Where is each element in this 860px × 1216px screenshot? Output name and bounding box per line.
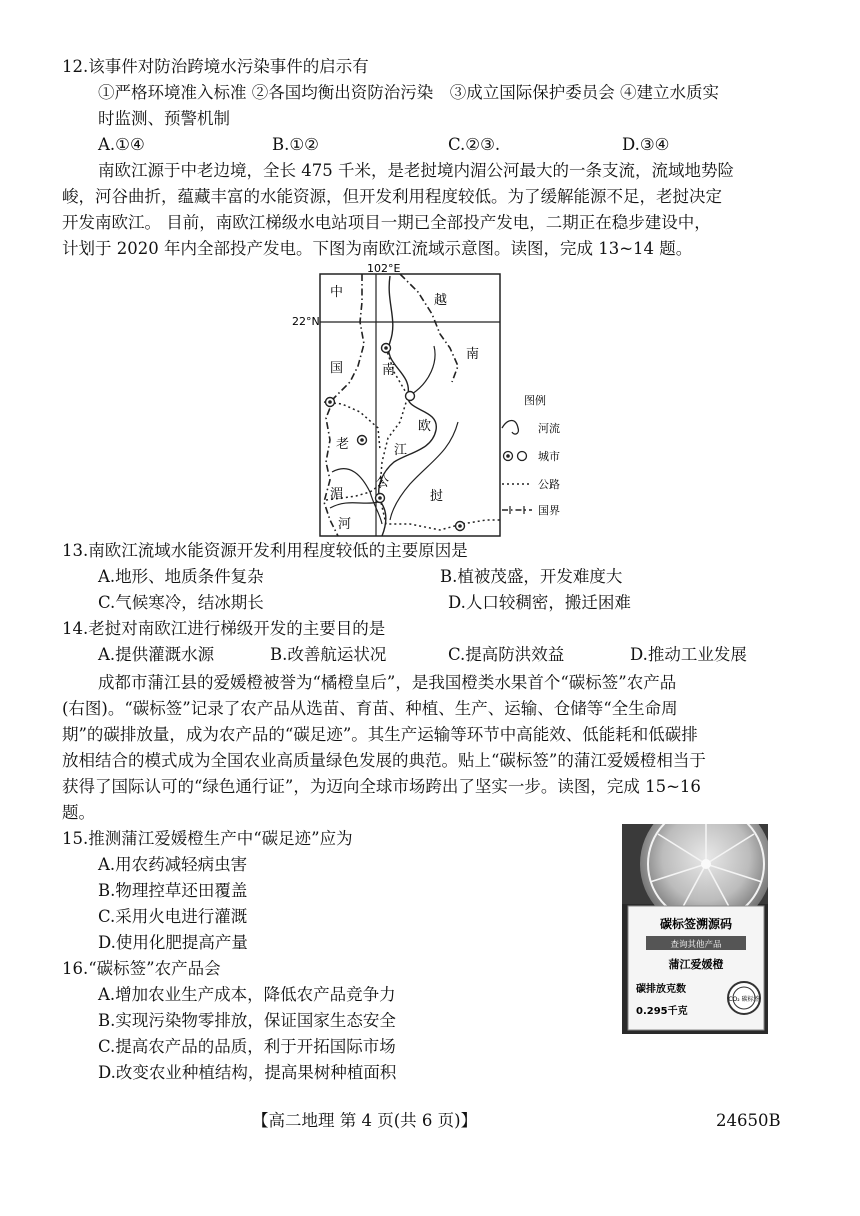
legend-city-icon	[504, 452, 527, 461]
city-icon	[326, 398, 335, 407]
passage1-line: 开发南欧江。 目前，南欧江梯级水电站项目一期已全部投产发电，二期正在稳步建设中，	[62, 213, 711, 232]
co2-badge-icon	[728, 982, 760, 1014]
legend-city: 城市	[538, 450, 560, 463]
q15-stem: 15.推测蒲江爱媛橙生产中“碳足迹”应为	[62, 829, 353, 848]
passage2-line: 成都市蒲江县的爱媛橙被誉为“橘橙皇后”，是我国橙类水果首个“碳标签”农产品	[98, 673, 677, 692]
photo-query: 查询其他产品	[670, 940, 722, 950]
q16-option-b: B.实现污染物零排放，保证国家生态安全	[98, 1011, 396, 1030]
legend-border-icon	[502, 506, 532, 514]
passage1-line: 南欧江源于中老边境，全长 475 千米，是老挝境内湄公河最大的一条支流，流域地势险	[98, 161, 734, 180]
q13-option-d: D.人口较稠密，搬迁困难	[448, 593, 631, 612]
map-lon-label: 102°E	[367, 262, 401, 275]
city-icon	[406, 392, 415, 401]
map-label-river-3: 江	[394, 443, 408, 458]
legend-river: 河流	[538, 422, 560, 435]
q14-option-b: B.改善航运状况	[270, 645, 387, 664]
passage2-line: 题。	[62, 803, 95, 822]
q16-option-c: C.提高农产品的品质，利于开拓国际市场	[98, 1037, 396, 1056]
q12-option-c: C.②③.	[448, 135, 501, 154]
map-label-mekong-3: 河	[338, 517, 352, 532]
q13-stem: 13.南欧江流域水能资源开发利用程度较低的主要原因是	[62, 541, 468, 560]
passage1-line: 计划于 2020 年内全部投产发电。下图为南欧江流域示意图。读图，完成 13~14 题。	[62, 239, 693, 258]
photo-emission-label: 碳排放克数	[636, 984, 686, 995]
city-icon	[382, 344, 391, 353]
passage2-line: 获得了国际认可的“绿色通行证”，为迈向全球市场跨出了坚实一步。读图，完成 15~16	[62, 777, 701, 796]
q12-option-d: D.③④	[622, 135, 670, 154]
nanou-river-map	[290, 262, 580, 540]
map-label-china-1: 中	[330, 285, 344, 300]
legend-title: 图例	[524, 394, 546, 407]
passage1-line: 峻，河谷曲折，蕴藏丰富的水能资源，但开发利用程度较低。为了缓解能源不足，老挝决定	[62, 187, 722, 206]
q12-option-b: B.①②	[272, 135, 319, 154]
q15-option-b: B.物理控草还田覆盖	[98, 881, 248, 900]
map-label-river-2: 欧	[418, 419, 432, 434]
q16-stem: 16.“碳标签”农产品会	[62, 959, 221, 978]
q16-option-a: A.增加农业生产成本，降低农产品竞争力	[98, 985, 396, 1004]
passage2-line: 期”的碳排放量，成为农产品的“碳足迹”。其生产运输等环节中高能效、低能耗和低碳排	[62, 725, 698, 744]
passage2-line: (右图)。“碳标签”记录了农产品从选苗、育苗、种植、生产、运输、仓储等“全生命周	[62, 699, 678, 718]
q16-option-d: D.改变农业种植结构，提高果树种植面积	[98, 1063, 397, 1082]
photo-product: 蒲江爱媛橙	[668, 958, 724, 971]
legend-river-icon	[502, 421, 518, 435]
legend-border: 国界	[538, 504, 560, 517]
q12-option-a: A.①④	[98, 135, 145, 154]
q13-option-b: B.植被茂盛，开发难度大	[440, 567, 623, 586]
map-label-laos-2: 挝	[430, 489, 444, 504]
q12-stem: 12.该事件对防治跨境水污染事件的启示有	[62, 57, 369, 76]
city-icon	[376, 494, 385, 503]
legend-highway: 公路	[538, 478, 560, 491]
passage2-line: 放相结合的模式成为全国农业高质量绿色发展的典范。贴上“碳标签”的蒲江爱媛橙相当于	[62, 751, 706, 770]
carbon-label-photo	[622, 824, 768, 1034]
q13-option-c: C.气候寒冷，结冰期长	[98, 593, 264, 612]
map-label-mekong-1: 湄	[330, 487, 344, 502]
map-label-river-1: 南	[382, 363, 396, 378]
q14-option-a: A.提供灌溉水源	[98, 645, 215, 664]
photo-title: 碳标签溯源码	[659, 917, 733, 931]
map-label-vietnam-2: 南	[466, 347, 480, 362]
map-label-vietnam-1: 越	[434, 293, 448, 308]
q15-option-a: A.用农药减轻病虫害	[98, 855, 248, 874]
map-lat-label: 22°N	[292, 315, 320, 328]
q14-option-c: C.提高防洪效益	[448, 645, 565, 664]
map-label-china-2: 国	[330, 361, 344, 376]
q14-stem: 14.老挝对南欧江进行梯级开发的主要目的是	[62, 619, 386, 638]
q12-items-line2: 时监测、预警机制	[98, 109, 230, 128]
co2-badge-text: CO₂ 碳标签	[728, 996, 760, 1003]
q15-option-d: D.使用化肥提高产量	[98, 933, 248, 952]
city-icon	[358, 436, 367, 445]
q15-option-c: C.采用火电进行灌溉	[98, 907, 248, 926]
map-label-mekong-2: 公	[376, 475, 390, 490]
map-label-laos-1: 老	[336, 437, 350, 452]
photo-emission-value: 0.295千克	[636, 1006, 688, 1017]
city-icon	[456, 522, 465, 531]
page-footer: 【高二地理 第 4 页(共 6 页)】	[252, 1111, 478, 1130]
map-legend	[502, 393, 560, 517]
exam-code: 24650B	[716, 1111, 781, 1130]
q12-items-line1: ①严格环境准入标准 ②各国均衡出资防治污染 ③成立国际保护委员会 ④建立水质实	[98, 83, 719, 102]
q14-option-d: D.推动工业发展	[630, 645, 747, 664]
q13-option-a: A.地形、地质条件复杂	[98, 567, 264, 586]
